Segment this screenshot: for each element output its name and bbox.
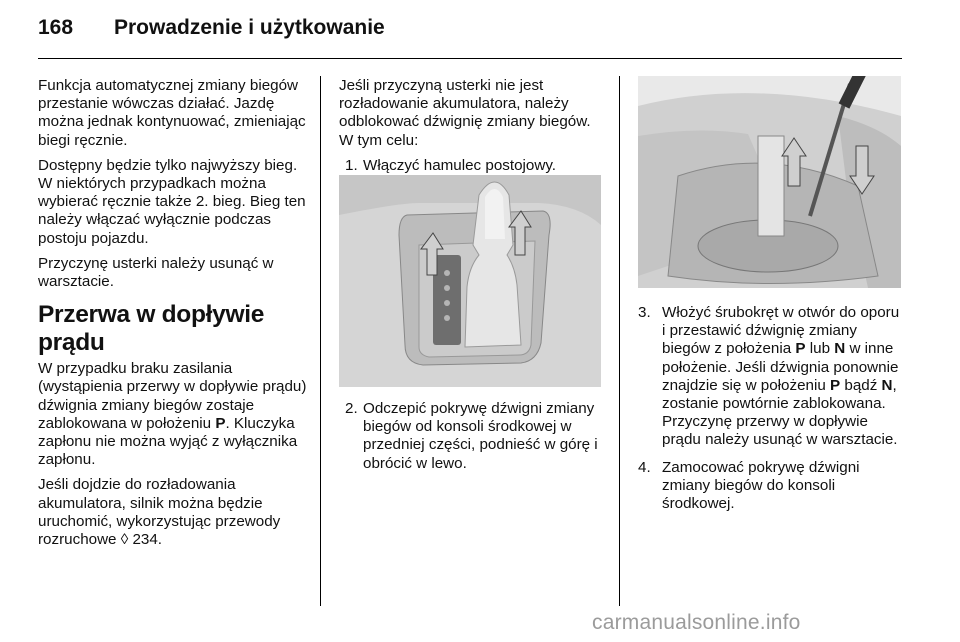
header-rule — [38, 58, 902, 59]
paragraph: W przypadku braku zasilania (wystąpienia przerwy w dopływie prądu) dźwignia zmiany biegów zostaje zablokowana w położeniu P. Kluczyka zapłonu nie można wyjąć z wyłącznika zapłonu. — [38, 360, 307, 469]
page-header — [38, 14, 902, 54]
column-right — [638, 304, 904, 522]
paragraph: Jeśli przyczyną usterki nie jest rozładowanie akumulatora, należy odblokować dźwignię zmiany biegów. W tym celu: — [339, 77, 591, 149]
paragraph: Przyczynę usterki należy usunąć w warsztacie. — [38, 254, 274, 291]
page-reference-icon: ◊ — [120, 531, 129, 549]
page-reference-link[interactable]: 234. — [128, 531, 163, 549]
section-heading: Przerwa w dopływie prądu — [38, 301, 265, 357]
column-left — [38, 77, 313, 556]
paragraph: Jeśli dojdzie do rozładowania akumulatora, silnik można będzie uruchomić, wykorzystując przewody rozruchowe ◊ 234. — [38, 476, 281, 549]
paragraph: Funkcja automatycznej zmiany biegów przestanie wówczas działać. Jazdę można jednak kontynuować, zmieniając biegi ręcznie. — [38, 77, 306, 149]
gear-lever-cover-illustration — [339, 175, 601, 387]
step-4: 4. Zamocować pokrywę dźwigni zmiany biegów do konsoli środkowej. — [638, 458, 860, 513]
step-1: 1. Włączyć hamulec postojowy. — [345, 156, 557, 174]
page-number: 168 — [38, 16, 74, 39]
step-3: 3. Włożyć śrubokręt w otwór do oporu i przestawić dźwignię zmiany biegów z położenia P lub N w inne położenie. Jeśli dźwignia ponownie znajdzie się w położeniu P bądź N, zostanie powtórnie zablokowana. Przyczynę przerwy w dopływie prądu należy usunąć w warsztacie. — [638, 304, 900, 449]
step-2: 2. Odczepić pokrywę dźwigni zmiany biegów od konsoli środkowej w przedniej części, podnieść w górę i obrócić w lewo. — [345, 400, 598, 472]
screwdriver-release-illustration — [638, 76, 901, 288]
column-divider-1 — [320, 76, 321, 606]
paragraph: Dostępny będzie tylko najwyższy bieg. W niektórych przypadkach można wybierać ręcznie także 2. bieg. Bieg ten należy włączać wyłącznie podczas postoju pojazdu. — [38, 156, 306, 247]
column-middle-lower — [339, 400, 607, 473]
column-divider-2 — [619, 76, 620, 606]
page-title: Prowadzenie i użytkowanie — [114, 16, 385, 39]
watermark: carmanualsonline.info — [592, 611, 801, 634]
column-middle — [339, 77, 607, 175]
